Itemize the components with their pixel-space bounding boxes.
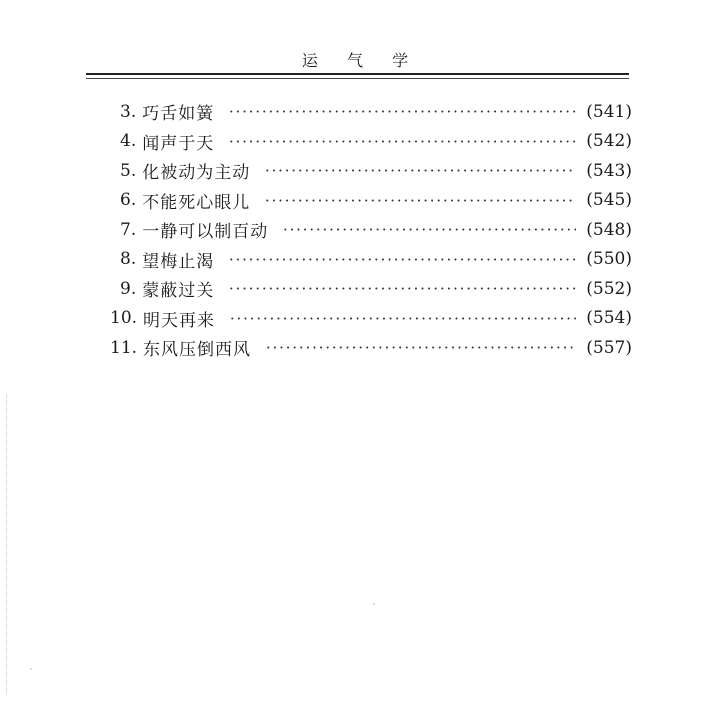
toc-entry-page: (557) <box>586 337 632 358</box>
toc-entry-page: (545) <box>586 190 632 211</box>
toc-entry-number: 7. <box>120 219 137 240</box>
dot-leader <box>264 199 576 202</box>
table-of-contents <box>110 97 632 363</box>
toc-entry <box>120 127 632 157</box>
toc-entry-number: 10. <box>110 308 138 329</box>
toc-entry-title: 一静可以制百动 <box>142 222 269 243</box>
dot-leader <box>228 258 576 261</box>
toc-entry <box>110 333 632 363</box>
toc-entry-number: 5. <box>120 160 137 181</box>
toc-entry-title: 不能死心眼儿 <box>142 192 251 213</box>
toc-entry-title: 闻声于天 <box>142 133 215 154</box>
dot-leader <box>228 287 576 290</box>
toc-entry <box>120 156 632 186</box>
toc-entry <box>120 186 632 216</box>
toc-entry-number: 4. <box>120 131 137 152</box>
toc-entry-title: 巧舌如簧 <box>142 104 215 125</box>
toc-entry-number: 9. <box>120 278 137 299</box>
dot-leader <box>228 110 576 113</box>
toc-entry-number: 6. <box>120 190 137 211</box>
toc-entry-title: 望梅止渴 <box>142 251 215 272</box>
dot-leader <box>265 346 576 349</box>
scan-speck <box>30 668 32 670</box>
toc-entry-page: (552) <box>586 278 632 299</box>
toc-entry-page: (543) <box>586 160 632 181</box>
scan-edge-marks <box>6 395 7 695</box>
toc-entry <box>120 215 632 245</box>
dot-leader <box>264 169 576 172</box>
toc-entry <box>120 274 632 304</box>
toc-entry-title: 明天再来 <box>143 310 216 331</box>
toc-entry-number: 11. <box>110 337 138 358</box>
dot-leader <box>229 317 576 320</box>
dot-leader <box>228 140 576 143</box>
running-head: 运 气 学 <box>301 51 421 70</box>
toc-entry-title: 东风压倒西风 <box>143 340 252 361</box>
toc-entry-page: (548) <box>586 219 632 240</box>
toc-entry-title: 化被动为主动 <box>142 163 251 184</box>
toc-entry-title: 蒙蔽过关 <box>142 281 215 302</box>
toc-entry-page: (550) <box>586 249 632 270</box>
dot-leader <box>282 228 576 231</box>
toc-entry <box>110 304 632 334</box>
header-rule-thick <box>86 73 629 75</box>
header-rule-thin <box>86 78 629 79</box>
toc-entry <box>120 245 632 275</box>
toc-entry-number: 8. <box>120 249 137 270</box>
toc-entry-page: (542) <box>586 131 632 152</box>
toc-entry <box>120 97 632 127</box>
toc-entry-number: 3. <box>120 101 137 122</box>
scan-speck <box>373 603 375 605</box>
toc-entry-page: (541) <box>586 101 632 122</box>
toc-entry-page: (554) <box>586 308 632 329</box>
